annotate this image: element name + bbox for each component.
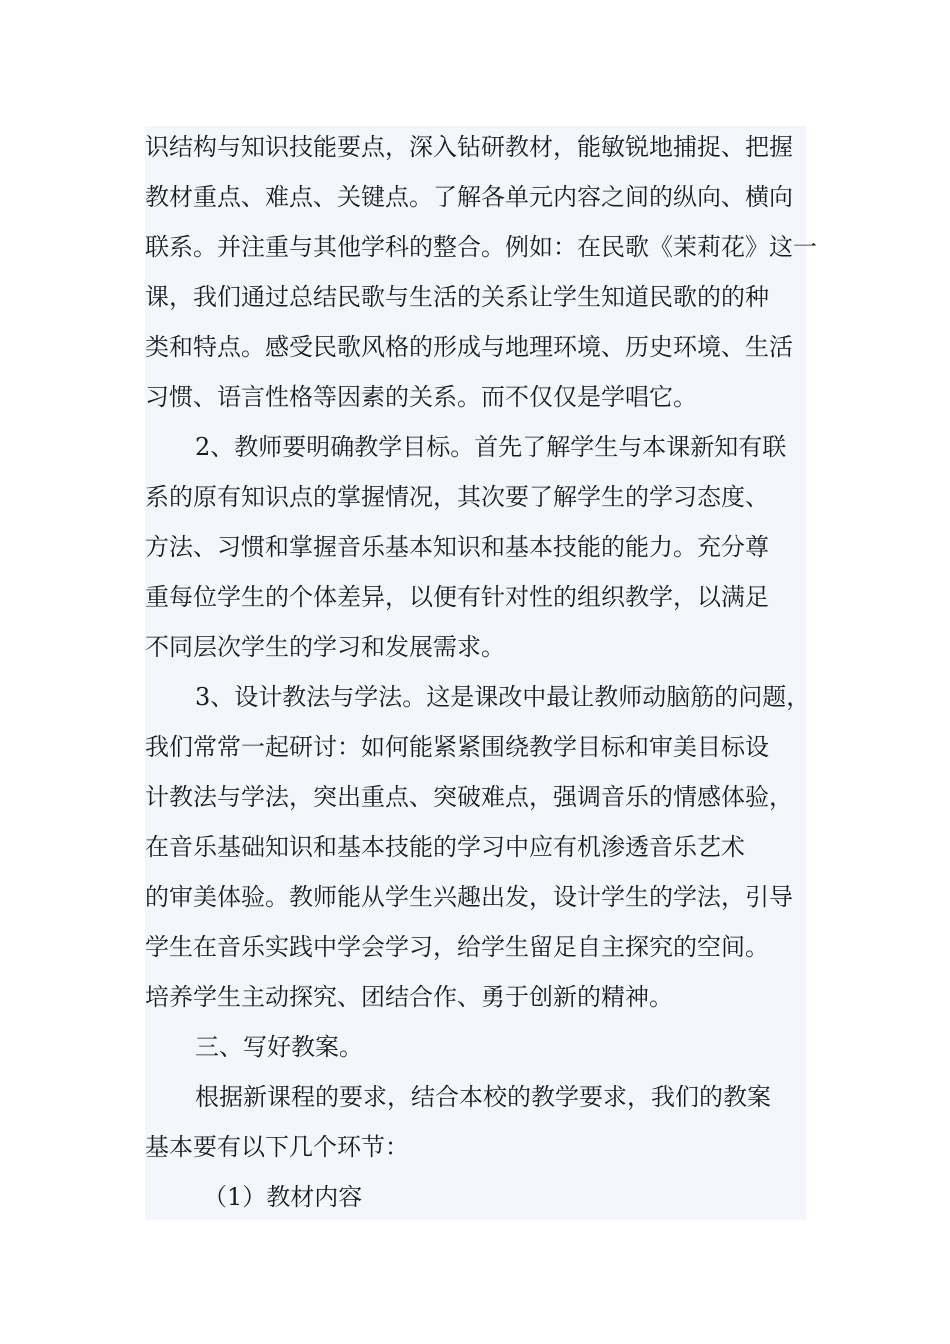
text-line: 2、教师要明确教学目标。首先了解学生与本课新知有联 (195, 433, 787, 461)
text-line: 教材重点、难点、关键点。了解各单元内容之间的纵向、横向 (145, 183, 793, 211)
text-line: 根据新课程的要求，结合本校的教学要求，我们的教案 (195, 1083, 771, 1111)
text-line: 习惯、语言性格等因素的关系。而不仅仅是学唱它。 (145, 383, 697, 411)
text-line: 系的原有知识点的掌握情况，其次要了解学生的学习态度、 (145, 483, 769, 511)
text-line: 类和特点。感受民歌风格的形成与地理环境、历史环境、生活 (145, 333, 793, 361)
list-item: （1）教材内容 (203, 1183, 363, 1211)
text-line: 的审美体验。教师能从学生兴趣出发，设计学生的学法，引导 (145, 883, 793, 911)
text-line: 基本要有以下几个环节： (145, 1133, 409, 1161)
text-line: 培养学生主动探究、团结合作、勇于创新的精神。 (145, 983, 673, 1011)
text-line: 不同层次学生的学习和发展需求。 (145, 633, 505, 661)
text-line: 识结构与知识技能要点，深入钻研教材，能敏锐地捕捉、把握 (145, 133, 793, 161)
text-line: 我们常常一起研讨：如何能紧紧围绕教学目标和审美目标设 (145, 733, 769, 761)
text-line: 学生在音乐实践中学会学习，给学生留足自主探究的空间。 (145, 933, 769, 961)
text-line: 3、设计教法与学法。这是课改中最让教师动脑筋的问题， (195, 683, 811, 711)
text-line: 方法、习惯和掌握音乐基本知识和基本技能的能力。充分尊 (145, 533, 769, 561)
text-line: 在音乐基础知识和基本技能的学习中应有机渗透音乐艺术 (145, 833, 745, 861)
text-line: 课，我们通过总结民歌与生活的关系让学生知道民歌的的种 (145, 283, 769, 311)
text-line: 重每位学生的个体差异，以便有针对性的组织教学，以满足 (145, 583, 769, 611)
text-line: 计教法与学法，突出重点、突破难点，强调音乐的情感体验， (145, 783, 793, 811)
text-line: 联系。并注重与其他学科的整合。例如：在民歌《茉莉花》这一 (145, 233, 817, 261)
section-heading: 三、写好教案。 (195, 1033, 363, 1061)
document-body (145, 126, 817, 1220)
